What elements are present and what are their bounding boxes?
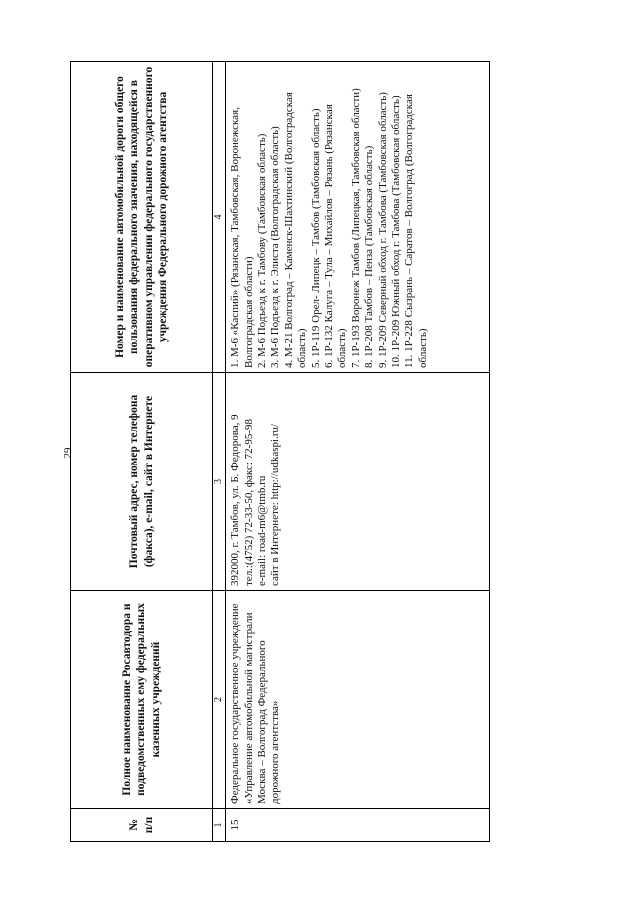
road-item: 8. 1Р-208 Тамбов – Пенза (Тамбовская область) [363, 145, 376, 368]
road-item: 5. 1Р-119 Орел- Липецк – Тамбов (Тамбовская область) [309, 108, 322, 368]
header-address: Почтовый адрес, номер телефона (факса), e-mail, сайт в Интернете [71, 373, 213, 591]
table-header-row [71, 62, 213, 842]
road-item: 2. М-6 Подъезд к г. Тамбову (Тамбовская область) [256, 133, 268, 368]
road-item: 10. 1Р-209 Южный обход г. Тамбова (Тамбовская область) [390, 95, 403, 368]
road-item: 3. М-6 Подъезд к г. Элиста (Волгоградская область) [269, 126, 282, 368]
road-item: 9. 1Р-209 Северный обход г. Тамбова (Тамбовская область) [376, 92, 389, 368]
column-number: 2 [213, 591, 226, 809]
road-item: 11. 1Р-228 Сызрань – Саратов – Волгоград (Волгоградская область) [403, 94, 429, 368]
website: сайт в Интернете: http://udkaspi.ru/ [269, 423, 282, 586]
postal-address: 392000, г. Тамбов, ул. Б. Федорова, 9 [229, 414, 242, 586]
roads-table [70, 61, 490, 842]
header-name: Полное наименование Росавтодора и подведомственных ему федеральных казенных учреждений [71, 591, 213, 809]
rotated-table-sheet [70, 62, 490, 842]
column-number: 4 [213, 62, 226, 373]
institution-name: Федеральное государственное учреждение «Управление автомобильной магистрали Москва – Волгоград Федерального дорожного агентства» [226, 591, 490, 809]
column-number: 3 [213, 373, 226, 591]
email: e-mail: road-m6@tmb.ru [256, 475, 268, 586]
page-number: 29 [62, 447, 74, 459]
contact-cell [226, 373, 490, 591]
table-row [226, 62, 490, 842]
phone-fax: тел.:(4752) 72-33-50, факс: 72-95-98 [242, 419, 255, 586]
road-item: 6. 1Р-132 Калуга – Тула – Михайлов – Рязань (Рязанская область) [323, 104, 349, 368]
road-item: 4. М-21 Волгоград – Каменск-Шахтинский (Волгоградская область) [282, 92, 309, 368]
column-number-row [213, 62, 226, 842]
roads-cell [226, 62, 490, 373]
road-item: 7. 1Р-193 Воронеж Тамбов (Липецкая, Тамбовская области) [349, 88, 362, 368]
road-item: 1. М-6 «Каспий» (Рязанская, Тамбовская, Воронежская, Волгоградская области) [229, 107, 255, 368]
column-number: 1 [213, 809, 226, 842]
header-number: № п/п [71, 809, 213, 842]
row-number: 15 [226, 809, 490, 842]
header-roads: Номер и наименование автомобильной дороги общего пользования федерального значения, находящейся в оперативном управлении федерального государственного учреждения Федерального дорожного агентства [71, 62, 213, 373]
